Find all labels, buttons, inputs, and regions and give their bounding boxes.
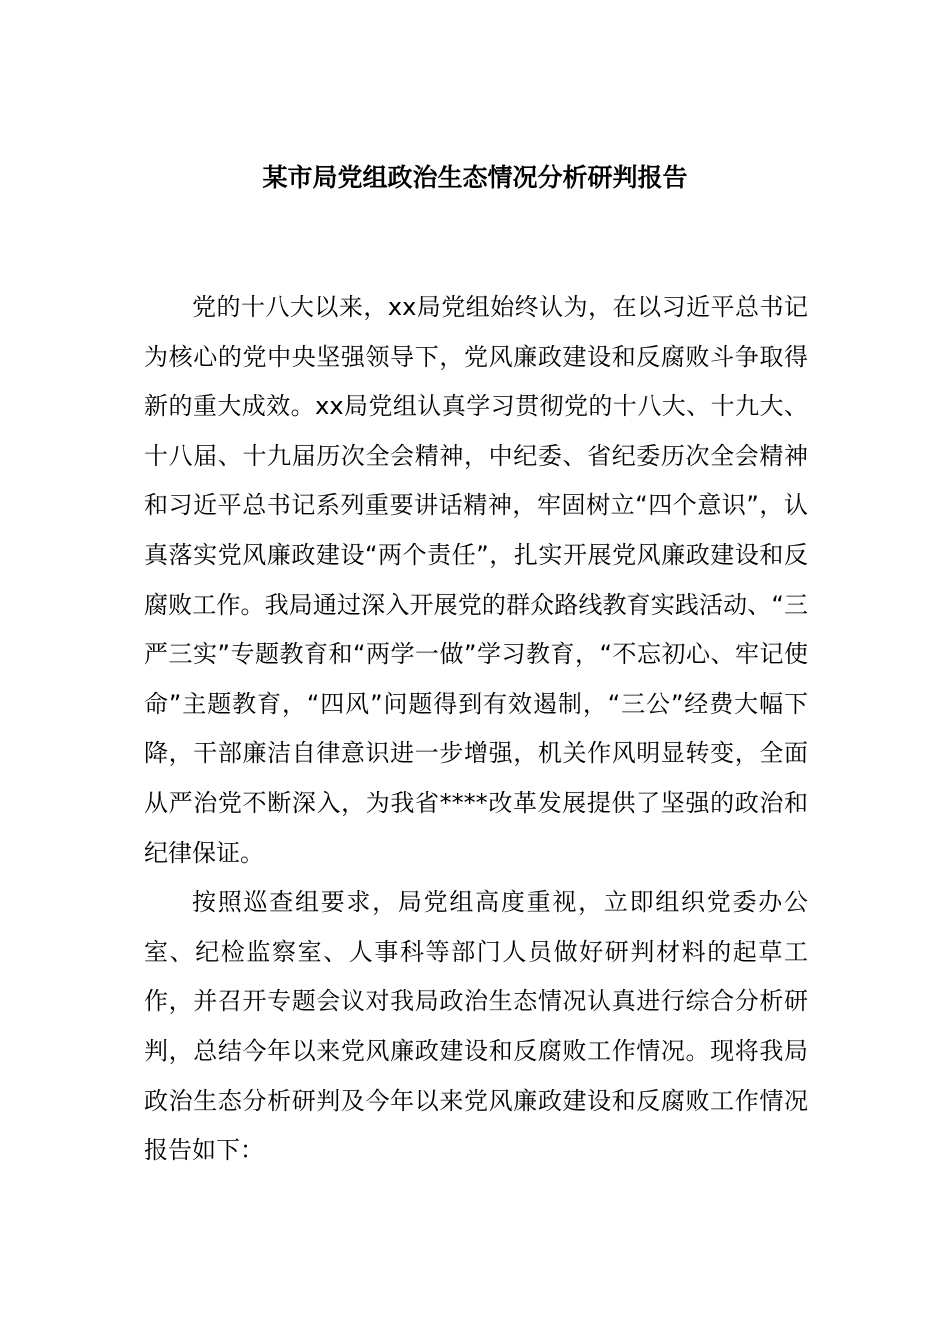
document-body xyxy=(144,283,808,1176)
body-paragraph-1: 党的十八大以来，xx局党组始终认为，在以习近平总书记为核心的党中央坚强领导下，党风廉政建设和反腐败斗争取得新的重大成效。xx局党组认真学习贯彻党的十八大、十九大、十八届、十九届历次全会精神，中纪委、省纪委历次全会精神和习近平总书记系列重要讲话精神，牢固树立“四个意识”，认真落实党风廉政建设“两个责任”，扎实开展党风廉政建设和反腐败工作。我局通过深入开展党的群众路线教育实践活动、“三严三实”专题教育和“两学一做”学习教育，“不忘初心、牢记使命”主题教育，“四风”问题得到有效遏制，“三公”经费大幅下降，干部廉洁自律意识进一步增强，机关作风明显转变，全面从严治党不断深入，为我省****改革发展提供了坚强的政治和纪律保证。 xyxy=(144,293,808,867)
body-paragraph-2: 按照巡查组要求，局党组高度重视，立即组织党委办公室、纪检监察室、人事科等部门人员做好研判材料的起草工作，并召开专题会议对我局政治生态情况认真进行综合分析研判，总结今年以来党风廉政建设和反腐败工作情况。现将我局政治生态分析研判及今年以来党风廉政建设和反腐败工作情况报告如下： xyxy=(144,888,808,1165)
document-title: 某市局党组政治生态情况分析研判报告 xyxy=(262,163,688,192)
